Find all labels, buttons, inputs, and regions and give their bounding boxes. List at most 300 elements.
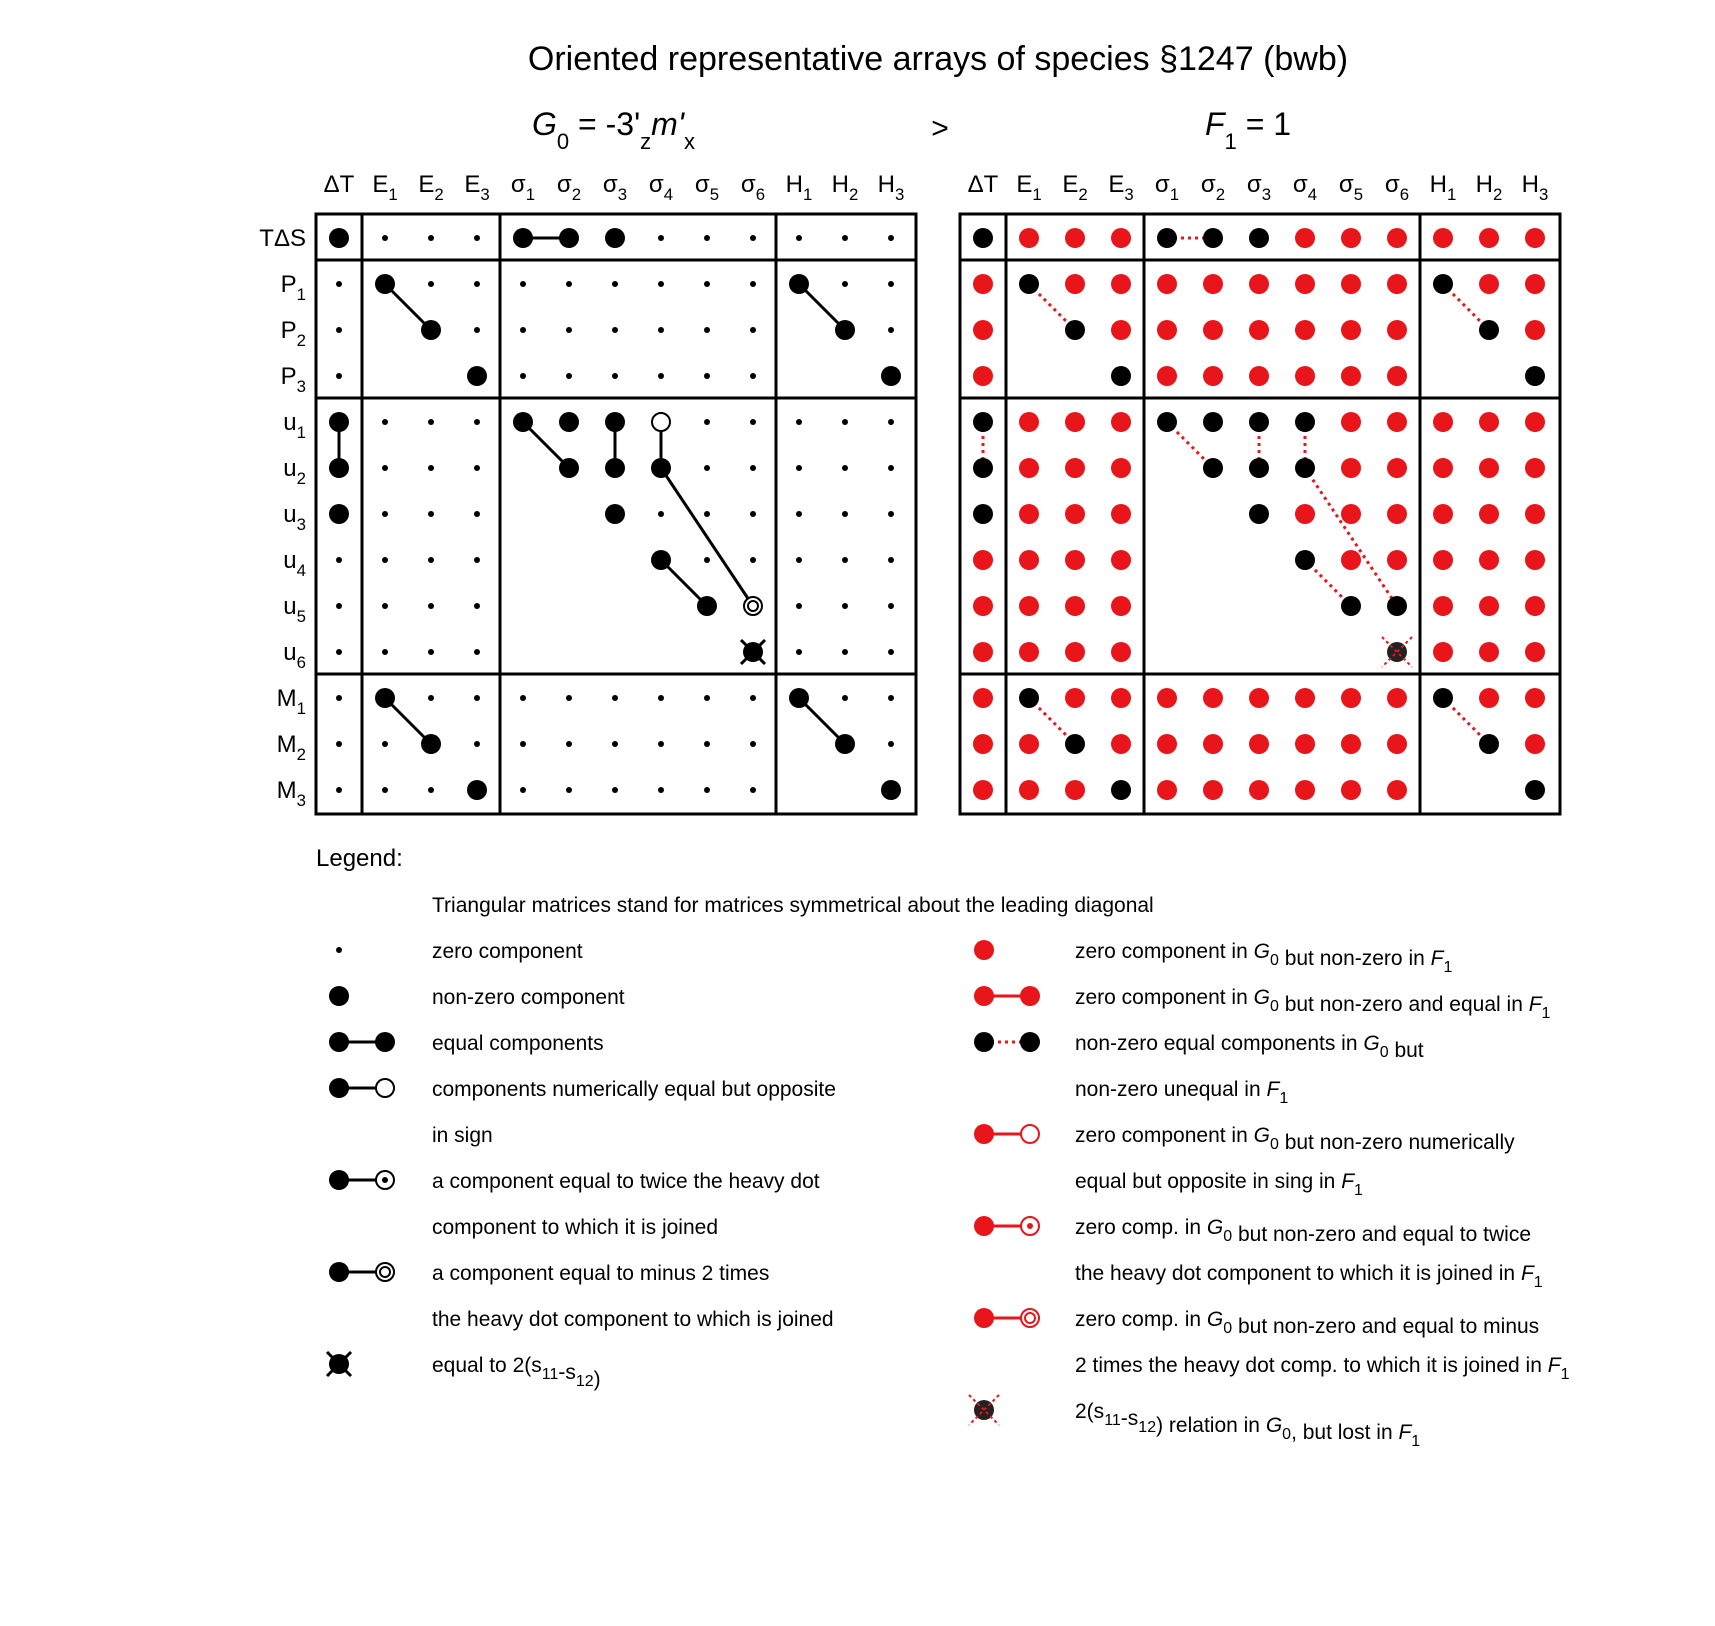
red-component — [1019, 780, 1039, 800]
row-header-7: $u_4$ — [283, 547, 306, 580]
legend-left-label-4: a component equal to twice the heavy dot — [432, 1170, 820, 1193]
zero-component — [658, 235, 664, 241]
red-component — [1341, 550, 1361, 570]
zero-component — [428, 603, 434, 609]
zero-component — [750, 465, 756, 471]
red-component — [1387, 458, 1407, 478]
non-zero-component — [789, 688, 809, 708]
component-link — [661, 468, 753, 606]
legend-dot — [336, 947, 342, 953]
non-zero-component — [467, 366, 487, 386]
legend-left-label-3: components numerically equal but opposite — [432, 1078, 836, 1101]
red-component — [1295, 274, 1315, 294]
zero-component — [612, 787, 618, 793]
red-component — [1065, 596, 1085, 616]
component-link — [1305, 468, 1397, 606]
non-zero-component — [973, 228, 993, 248]
row-header-0: TΔS — [259, 225, 306, 252]
legend-dot — [329, 1170, 349, 1190]
zero-component — [382, 603, 388, 609]
zero-component — [750, 373, 756, 379]
legend-right-label-2: non-zero equal components in $G_0$ but — [1075, 1032, 1424, 1062]
zero-component — [704, 741, 710, 747]
column-header-9: $\sigma_6$ — [740, 171, 766, 204]
non-zero-component — [1203, 458, 1223, 478]
red-component — [1295, 228, 1315, 248]
row-header-5: $u_2$ — [283, 455, 306, 488]
zero-component — [658, 695, 664, 701]
left-matrix — [259, 171, 916, 814]
row-header-11: $M_2$ — [276, 731, 306, 764]
zero-component — [888, 465, 894, 471]
non-zero-component — [1157, 412, 1177, 432]
red-component — [1065, 504, 1085, 524]
legend-right-label-3: zero component in $G_0$ but non-zero numerically — [1075, 1124, 1515, 1154]
zero-component — [520, 787, 526, 793]
red-component — [1479, 550, 1499, 570]
red-component — [1525, 550, 1545, 570]
legend-dot — [1020, 986, 1040, 1006]
non-zero-component — [467, 780, 487, 800]
red-component — [1341, 688, 1361, 708]
zero-component — [382, 235, 388, 241]
red-component — [973, 734, 993, 754]
red-component — [1249, 780, 1269, 800]
right-matrix — [960, 171, 1560, 814]
non-zero-component — [605, 504, 625, 524]
zero-component — [382, 419, 388, 425]
zero-component — [336, 787, 342, 793]
zero-component — [474, 281, 480, 287]
legend-center-dot — [382, 1177, 388, 1183]
red-component — [1387, 274, 1407, 294]
zero-component — [842, 603, 848, 609]
legend-right-label-2: non-zero unequal in $F_1$ — [1075, 1078, 1289, 1107]
zero-component — [566, 327, 572, 333]
non-zero-component — [973, 504, 993, 524]
zero-component — [888, 603, 894, 609]
non-zero-component — [1387, 596, 1407, 616]
zero-component — [520, 281, 526, 287]
legend-right-label-5: zero comp. in $G_0$ but non-zero and equal to minus — [1075, 1308, 1540, 1338]
non-zero-component — [1341, 596, 1361, 616]
zero-component — [520, 327, 526, 333]
red-component — [1065, 274, 1085, 294]
zero-component — [888, 511, 894, 517]
non-zero-component — [835, 320, 855, 340]
zero-component — [704, 419, 710, 425]
column-header-6: $\sigma_3$ — [1246, 171, 1272, 204]
legend-right-label-5: 2 times the heavy dot comp. to which it is joined in $F_1$ — [1075, 1354, 1570, 1383]
non-zero-component — [329, 228, 349, 248]
zero-component — [336, 649, 342, 655]
legend-right-label-4: the heavy dot component to which it is joined in $F_1$ — [1075, 1262, 1543, 1291]
red-component — [1525, 504, 1545, 524]
non-zero-component — [329, 458, 349, 478]
non-zero-component — [421, 320, 441, 340]
red-component — [1387, 550, 1407, 570]
red-component — [1249, 320, 1269, 340]
red-component — [1433, 596, 1453, 616]
zero-component — [336, 557, 342, 563]
legend-right-label-4: zero comp. in $G_0$ but non-zero and equal to twice — [1075, 1216, 1532, 1246]
zero-component — [336, 281, 342, 287]
red-component — [1341, 504, 1361, 524]
zero-component — [750, 787, 756, 793]
legend-right-label-0: zero component in $G_0$ but non-zero in $F_1$ — [1075, 940, 1453, 976]
non-zero-component — [1295, 458, 1315, 478]
zero-component — [566, 281, 572, 287]
non-zero-component — [1019, 274, 1039, 294]
heading-text: $F_1 = 1$ — [1205, 106, 1292, 154]
red-component — [1065, 412, 1085, 432]
legend-dot — [974, 1308, 994, 1328]
row-header-12: $M_3$ — [276, 777, 306, 810]
red-component — [1157, 366, 1177, 386]
zero-component — [382, 741, 388, 747]
zero-component — [612, 373, 618, 379]
non-zero-component — [605, 458, 625, 478]
red-component — [1433, 228, 1453, 248]
zero-component — [888, 419, 894, 425]
red-component — [1065, 550, 1085, 570]
red-component — [973, 274, 993, 294]
zero-component — [474, 511, 480, 517]
red-component — [1157, 734, 1177, 754]
red-component — [1019, 458, 1039, 478]
legend-left-label-0: zero component — [432, 940, 583, 963]
non-zero-component — [1249, 412, 1269, 432]
row-header-8: $u_5$ — [283, 593, 306, 626]
red-component — [1341, 274, 1361, 294]
zero-component — [888, 695, 894, 701]
zero-component — [704, 511, 710, 517]
non-zero-component — [329, 504, 349, 524]
legend-left-label-4: component to which it is joined — [432, 1216, 718, 1239]
red-component — [1387, 320, 1407, 340]
legend-heading: Legend: — [316, 845, 403, 872]
row-header-1: $P_1$ — [280, 271, 306, 304]
zero-component — [750, 557, 756, 563]
zero-component — [842, 695, 848, 701]
legend-dot — [974, 1124, 994, 1144]
red-component — [1525, 412, 1545, 432]
zero-component — [704, 557, 710, 563]
zero-component — [474, 419, 480, 425]
red-component — [1295, 504, 1315, 524]
non-zero-component — [1065, 320, 1085, 340]
red-component — [1387, 228, 1407, 248]
non-zero-component — [1249, 228, 1269, 248]
red-component — [1341, 412, 1361, 432]
zero-component — [474, 695, 480, 701]
red-component — [1525, 596, 1545, 616]
zero-component — [658, 281, 664, 287]
column-header-0: ΔT — [967, 171, 999, 198]
row-header-6: $u_3$ — [283, 501, 306, 534]
red-component — [1249, 274, 1269, 294]
red-component — [1525, 458, 1545, 478]
opposite-sign-component — [652, 413, 670, 431]
zero-component — [704, 235, 710, 241]
column-header-6: $\sigma_3$ — [602, 171, 628, 204]
red-component — [1479, 504, 1499, 524]
zero-component — [428, 649, 434, 655]
red-component — [1111, 688, 1131, 708]
zero-component — [612, 695, 618, 701]
red-component — [973, 780, 993, 800]
non-zero-component — [605, 412, 625, 432]
zero-component — [612, 327, 618, 333]
zero-component — [796, 511, 802, 517]
zero-component — [888, 235, 894, 241]
non-zero-component — [697, 596, 717, 616]
zero-component — [888, 281, 894, 287]
zero-component — [520, 741, 526, 747]
non-zero-component — [789, 274, 809, 294]
non-zero-component — [1525, 366, 1545, 386]
zero-component — [750, 511, 756, 517]
zero-component — [842, 649, 848, 655]
column-header-2: $E_2$ — [418, 171, 444, 204]
red-component — [1249, 734, 1269, 754]
legend-left-label-6: equal to $2(s_{11}-s_{12})$ — [432, 1354, 601, 1391]
zero-component — [796, 557, 802, 563]
red-component — [1065, 458, 1085, 478]
red-component — [1295, 688, 1315, 708]
non-zero-component — [375, 274, 395, 294]
red-component — [1065, 780, 1085, 800]
column-header-3: $E_3$ — [1108, 171, 1134, 204]
red-component — [1019, 228, 1039, 248]
red-component — [1387, 412, 1407, 432]
zero-component — [888, 327, 894, 333]
legend — [316, 845, 1570, 1450]
non-zero-component — [1295, 412, 1315, 432]
zero-component — [658, 787, 664, 793]
row-header-10: $M_1$ — [276, 685, 306, 718]
zero-component — [474, 235, 480, 241]
zero-component — [796, 235, 802, 241]
red-component — [1065, 642, 1085, 662]
zero-component — [750, 281, 756, 287]
non-zero-component — [1019, 688, 1039, 708]
legend-left-label-5: the heavy dot component to which is joined — [432, 1308, 834, 1331]
red-component — [1157, 780, 1177, 800]
zero-component — [336, 373, 342, 379]
zero-component — [336, 603, 342, 609]
zero-component — [704, 327, 710, 333]
non-zero-component — [1111, 366, 1131, 386]
red-component — [1111, 596, 1131, 616]
non-zero-component — [605, 228, 625, 248]
red-component — [1111, 412, 1131, 432]
non-zero-component — [651, 458, 671, 478]
legend-dot — [974, 1032, 994, 1052]
column-header-8: $\sigma_5$ — [1338, 171, 1364, 204]
red-component — [1341, 734, 1361, 754]
legend-open-dot — [376, 1079, 394, 1097]
column-header-11: $H_2$ — [831, 171, 859, 204]
zero-component — [474, 603, 480, 609]
red-component — [1019, 412, 1039, 432]
non-zero-component — [559, 228, 579, 248]
zero-component — [842, 235, 848, 241]
red-component — [1525, 274, 1545, 294]
non-zero-component — [1203, 228, 1223, 248]
red-component — [1479, 642, 1499, 662]
red-component — [1295, 780, 1315, 800]
red-component — [1525, 228, 1545, 248]
red-component — [1479, 228, 1499, 248]
red-component — [1111, 504, 1131, 524]
column-header-5: $\sigma_2$ — [556, 171, 582, 204]
legend-dot — [375, 1032, 395, 1052]
red-component — [1203, 320, 1223, 340]
non-zero-component — [835, 734, 855, 754]
column-header-12: $H_3$ — [877, 171, 905, 204]
red-component — [1479, 596, 1499, 616]
column-header-5: $\sigma_2$ — [1200, 171, 1226, 204]
column-header-12: $H_3$ — [1521, 171, 1549, 204]
red-component — [1433, 642, 1453, 662]
legend-left-label-2: equal components — [432, 1032, 604, 1055]
non-zero-component — [513, 228, 533, 248]
column-header-10: $H_1$ — [785, 171, 813, 204]
column-header-11: $H_2$ — [1475, 171, 1503, 204]
legend-open-dot — [1021, 1125, 1039, 1143]
column-header-0: ΔT — [323, 171, 355, 198]
legend-left-label-1: non-zero component — [432, 986, 625, 1009]
red-component — [1019, 504, 1039, 524]
zero-component — [704, 281, 710, 287]
column-header-9: $\sigma_6$ — [1384, 171, 1410, 204]
zero-component — [428, 281, 434, 287]
zero-component — [658, 741, 664, 747]
zero-component — [888, 649, 894, 655]
legend-dot — [1020, 1032, 1040, 1052]
zero-component — [428, 695, 434, 701]
zero-component — [566, 373, 572, 379]
zero-component — [428, 787, 434, 793]
legend-right-label-6: $2(s_{11}-s_{12})$ relation in $G_0$, but lost in $F_1$ — [1075, 1400, 1421, 1450]
zero-component — [750, 327, 756, 333]
red-component — [1203, 734, 1223, 754]
zero-component — [382, 465, 388, 471]
non-zero-component — [1111, 780, 1131, 800]
legend-left-label-3: in sign — [432, 1124, 493, 1147]
red-component — [1433, 458, 1453, 478]
zero-component — [750, 419, 756, 425]
legend-inner-ring — [380, 1267, 390, 1277]
red-component — [1111, 642, 1131, 662]
column-header-1: $E_1$ — [1016, 171, 1042, 204]
red-component — [973, 320, 993, 340]
row-header-2: $P_2$ — [280, 317, 306, 350]
zero-component — [474, 557, 480, 563]
zero-component — [520, 695, 526, 701]
zero-component — [888, 741, 894, 747]
red-component — [1157, 320, 1177, 340]
column-header-10: $H_1$ — [1429, 171, 1457, 204]
red-component — [1387, 366, 1407, 386]
non-zero-component — [1249, 458, 1269, 478]
red-component — [1479, 274, 1499, 294]
red-component — [973, 550, 993, 570]
non-zero-component — [1295, 550, 1315, 570]
zero-component — [474, 327, 480, 333]
zero-component — [842, 465, 848, 471]
zero-component — [750, 235, 756, 241]
zero-component — [704, 465, 710, 471]
red-component — [1157, 274, 1177, 294]
zero-component — [474, 649, 480, 655]
minus-two-inner-ring — [748, 601, 758, 611]
red-component — [1019, 550, 1039, 570]
red-component — [1203, 780, 1223, 800]
non-zero-component — [421, 734, 441, 754]
zero-component — [750, 741, 756, 747]
red-component — [973, 366, 993, 386]
non-zero-component — [1249, 504, 1269, 524]
red-component — [1525, 734, 1545, 754]
red-component — [1387, 688, 1407, 708]
legend-left-label-5: a component equal to minus 2 times — [432, 1262, 770, 1285]
non-zero-component — [651, 550, 671, 570]
non-zero-component — [881, 366, 901, 386]
zero-component — [382, 557, 388, 563]
legend-note: Triangular matrices stand for matrices symmetrical about the leading diagonal — [432, 894, 1154, 917]
red-component — [1157, 688, 1177, 708]
red-component — [1479, 412, 1499, 432]
zero-component — [336, 741, 342, 747]
red-component — [1065, 688, 1085, 708]
red-component — [1387, 504, 1407, 524]
row-header-4: $u_1$ — [283, 409, 306, 442]
legend-dot — [974, 986, 994, 1006]
red-component — [1525, 642, 1545, 662]
red-component — [1203, 366, 1223, 386]
red-component — [1249, 366, 1269, 386]
non-zero-component — [881, 780, 901, 800]
red-component — [1341, 780, 1361, 800]
red-component — [973, 688, 993, 708]
red-component — [1111, 228, 1131, 248]
red-component — [1111, 274, 1131, 294]
non-zero-component — [1157, 228, 1177, 248]
non-zero-component — [1525, 780, 1545, 800]
column-header-8: $\sigma_5$ — [694, 171, 720, 204]
legend-right-label-1: zero component in $G_0$ but non-zero and equal in $F_1$ — [1075, 986, 1551, 1022]
page-title: Oriented representative arrays of species §1247 (bwb) — [527, 40, 1349, 78]
red-component — [1295, 366, 1315, 386]
column-header-3: $E_3$ — [464, 171, 490, 204]
left-matrix-heading — [532, 106, 695, 154]
zero-component — [474, 465, 480, 471]
zero-component — [658, 373, 664, 379]
red-component — [1341, 320, 1361, 340]
zero-component — [428, 465, 434, 471]
zero-component — [842, 281, 848, 287]
non-zero-component — [1065, 734, 1085, 754]
red-component — [1111, 458, 1131, 478]
zero-component — [704, 695, 710, 701]
zero-component — [704, 787, 710, 793]
heading-text: $G_0 = -3'_zm'_x$ — [532, 106, 695, 154]
red-component — [1341, 366, 1361, 386]
zero-component — [842, 557, 848, 563]
red-component — [1111, 320, 1131, 340]
